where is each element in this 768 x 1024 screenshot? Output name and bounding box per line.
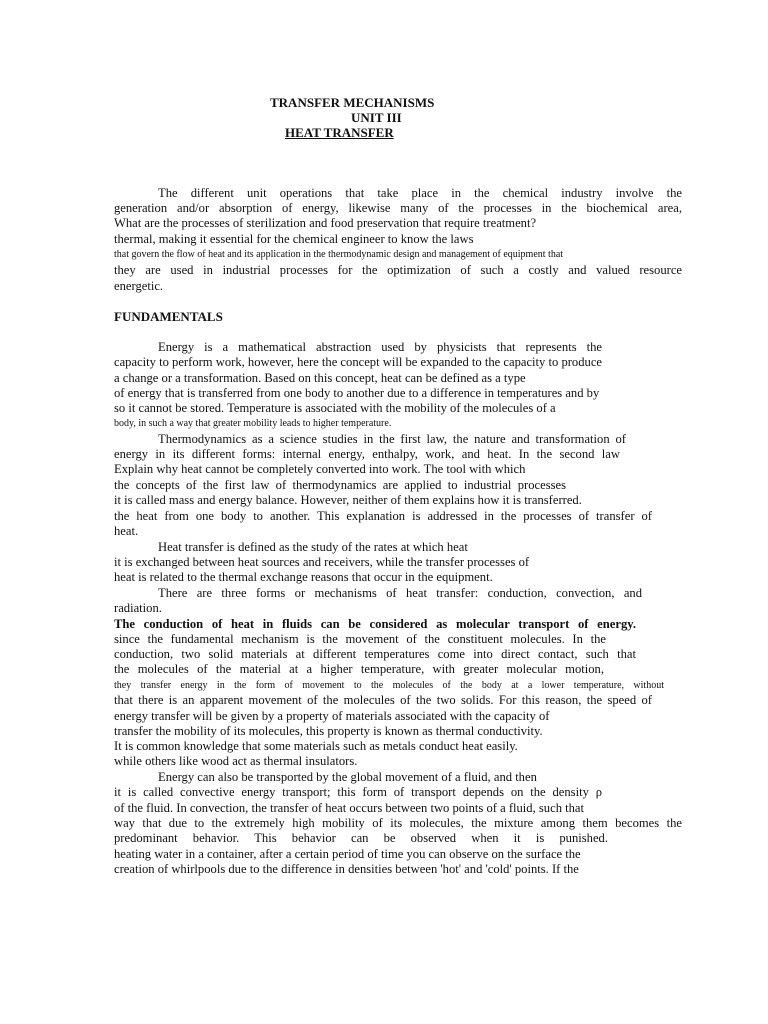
paragraph-line: What are the processes of sterilization and food preservation that require treatment?: [114, 216, 537, 230]
paragraph-line: It is common knowledge that some materials such as metals conduct heat easily.: [114, 739, 518, 753]
paragraph-line: it is exchanged between heat sources and receivers, while the transfer processes of: [114, 555, 530, 569]
paragraph-line: Thermodynamics as a science studies in the first law, the nature and transformation of: [158, 432, 626, 446]
paragraph-line: creation of whirlpools due to the difference in densities between 'hot' and 'cold' points. If the: [114, 862, 579, 876]
paragraph-line: it is called convective energy transport; this form of transport depends on the density ρ: [114, 785, 602, 799]
paragraph-line: radiation.: [114, 601, 162, 615]
paragraph-line: Energy is a mathematical abstraction used by physicists that represents the: [158, 340, 602, 354]
unit-label: UNIT III: [351, 110, 402, 125]
paragraph-line: a change or a transformation. Based on this concept, heat can be defined as a type: [114, 371, 526, 385]
paragraph-line: capacity to perform work, however, here the concept will be expanded to the capacity to produce: [114, 355, 603, 369]
paragraph-line: Heat transfer is defined as the study of the rates at which heat: [158, 540, 468, 554]
paragraph-line: the heat from one body to another. This explanation is addressed in the processes of transfer of: [114, 509, 652, 523]
paragraph-line: they transfer energy in the form of movement to the molecules of the body at a lower temperature, without: [114, 680, 664, 691]
paragraph-line: energy transfer will be given by a property of materials associated with the capacity of: [114, 709, 550, 723]
paragraph-line: while others like wood act as thermal insulators.: [114, 754, 358, 768]
paragraph-line: the molecules of the material at a higher temperature, with greater molecular motion,: [114, 662, 604, 676]
paragraph-line: they are used in industrial processes for the optimization of such a costly and valued resource: [114, 263, 682, 277]
paragraph-line: so it cannot be stored. Temperature is associated with the mobility of the molecules of a: [114, 401, 556, 415]
paragraph-line: Energy can also be transported by the global movement of a fluid, and then: [158, 770, 537, 784]
paragraph-line: There are three forms or mechanisms of heat transfer: conduction, convection, and: [158, 586, 642, 600]
paragraph-line: Explain why heat cannot be completely converted into work. The tool with which: [114, 462, 526, 476]
paragraph-line: heating water in a container, after a certain period of time you can observe on the surface the: [114, 847, 581, 861]
paragraph-line: transfer the mobility of its molecules, this property is known as thermal conductivity.: [114, 724, 543, 738]
paragraph-line: since the fundamental mechanism is the movement of the constituent molecules. In the: [114, 632, 606, 646]
paragraph-line: heat.: [114, 524, 139, 538]
paragraph-line: The different unit operations that take place in the chemical industry involve the: [158, 186, 682, 200]
paragraph-line: conduction, two solid materials at different temperatures come into direct contact, such that: [114, 647, 636, 661]
paragraph-line: energy in its different forms: internal energy, enthalpy, work, and heat. In the second law: [114, 447, 620, 461]
paragraph-line: that govern the flow of heat and its application in the thermodynamic design and management of equipment that: [114, 249, 564, 260]
paragraph-line: the concepts of the first law of thermodynamics are applied to industrial processes: [114, 478, 566, 492]
section-heading: FUNDAMENTALS: [114, 309, 223, 324]
paragraph-line: way that due to the extremely high mobility of its molecules, the mixture among them becomes the: [114, 816, 682, 830]
paragraph-line: of energy that is transferred from one body to another due to a difference in temperatures and by: [114, 386, 600, 400]
paragraph-line: heat is related to the thermal exchange reasons that occur in the equipment.: [114, 570, 493, 584]
paragraph-line: generation and/or absorption of energy, likewise many of the processes in the biochemical area,: [114, 201, 682, 215]
paragraph-line: of the fluid. In convection, the transfer of heat occurs between two points of a fluid, such that: [114, 801, 585, 815]
paragraph-line: predominant behavior. This behavior can be observed when it is punished.: [114, 831, 608, 845]
document-subtitle: HEAT TRANSFER: [285, 125, 394, 140]
paragraph-line: body, in such a way that greater mobility leads to higher temperature.: [114, 418, 392, 429]
paragraph-line: energetic.: [114, 279, 164, 293]
paragraph-line: it is called mass and energy balance. However, neither of them explains how it is transferred.: [114, 493, 582, 507]
paragraph-line-bold: The conduction of heat in fluids can be considered as molecular transport of energy.: [114, 617, 636, 631]
document-title: TRANSFER MECHANISMS: [270, 95, 435, 110]
paragraph-line: thermal, making it essential for the chemical engineer to know the laws: [114, 232, 474, 246]
paragraph-line: that there is an apparent movement of the molecules of the two solids. For this reason, the speed of: [114, 693, 652, 707]
